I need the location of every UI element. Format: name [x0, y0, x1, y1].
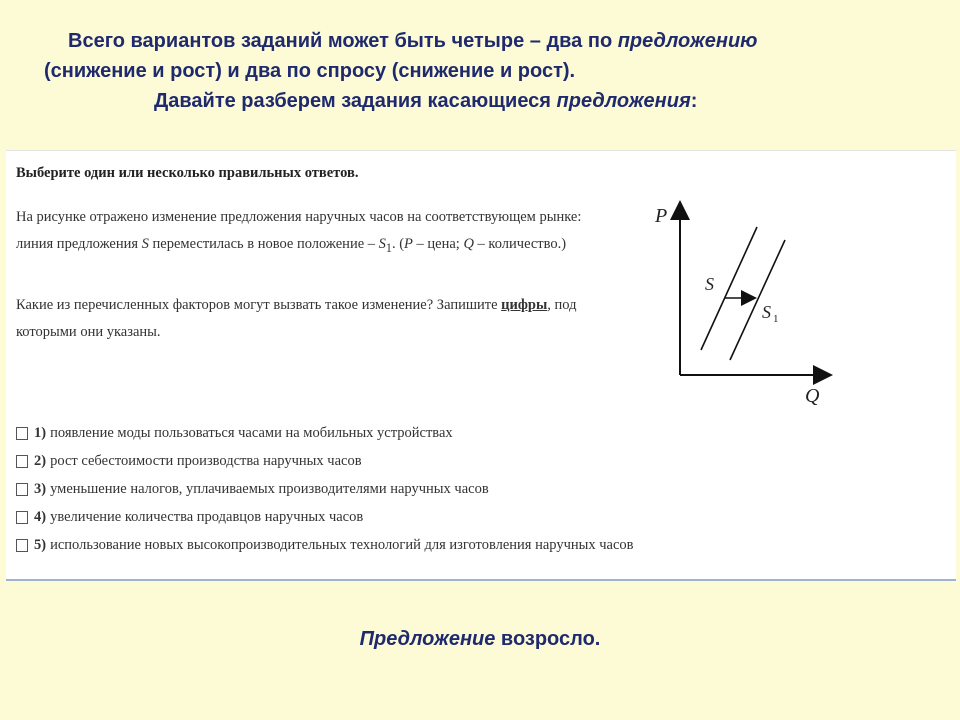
p2-s1-sub: 1 [385, 240, 392, 255]
option-2[interactable] [16, 453, 362, 470]
option-text: увеличение количества продавцов наручных часов [50, 509, 364, 525]
p3-underlined: цифры [501, 297, 548, 313]
header-line-1-italic: предложению [617, 30, 758, 52]
p2-part-c: . ( [391, 236, 405, 252]
supply-shift-graph [645, 200, 840, 410]
conclusion-text: возросло. [495, 628, 601, 650]
x-axis-label: Q [805, 385, 820, 407]
option-5[interactable] [16, 537, 634, 554]
task-title: Выберите один или несколько правильных ответов. [16, 165, 359, 181]
y-axis-label: P [655, 205, 668, 227]
conclusion [0, 628, 960, 651]
header-line-1-text: Всего вариантов заданий может быть четыре – два по [68, 30, 618, 52]
header-line-2: (снижение и рост) и два по спросу (снижение и рост). [44, 60, 576, 82]
option-number: 4) [34, 509, 47, 525]
header-line-3 [154, 86, 697, 116]
task-paragraph-4: которыми они указаны. [16, 324, 161, 340]
p2-p: P [404, 236, 413, 252]
p2-s1: S [378, 236, 386, 252]
option-4[interactable] [16, 509, 363, 526]
option-text: рост себестоимости производства наручных часов [50, 453, 362, 469]
s1-subscript: 1 [773, 313, 779, 325]
p2-part-a: линия предложения [16, 236, 142, 252]
p2-s: S [141, 236, 149, 252]
task-paragraph-2 [16, 236, 566, 256]
header-line-1 [68, 26, 757, 56]
option-number: 5) [34, 537, 47, 553]
header-line-3-text: Давайте разберем задания касающиеся [154, 90, 557, 112]
s1-label: S [762, 302, 771, 322]
header-line-3-italic: предложения [556, 90, 691, 112]
checkbox[interactable] [16, 539, 28, 552]
option-number: 1) [34, 425, 47, 441]
p2-part-e: – количество.) [473, 236, 567, 252]
p2-q: Q [463, 236, 474, 252]
option-1[interactable] [16, 425, 453, 442]
option-text: появление моды пользоваться часами на мобильных устройствах [50, 425, 453, 441]
s-label: S [705, 274, 714, 294]
p2-part-b: переместилась в новое положение – [148, 236, 379, 252]
checkbox[interactable] [16, 427, 28, 440]
p3-part-a: Какие из перечисленных факторов могут вызвать такое изменение? Запишите [16, 297, 502, 313]
option-number: 2) [34, 453, 47, 469]
header-line-3-end: : [690, 90, 698, 112]
option-text: использование новых высокопроизводительных технологий для изготовления наручных часов [50, 537, 634, 553]
checkbox[interactable] [16, 455, 28, 468]
task-paragraph-1: На рисунке отражено изменение предложения наручных часов на соответствующем рынке: [16, 209, 582, 225]
conclusion-italic: Предложение [359, 628, 496, 650]
checkbox[interactable] [16, 483, 28, 496]
checkbox[interactable] [16, 511, 28, 524]
p2-part-d: – цена; [412, 236, 464, 252]
option-number: 3) [34, 481, 47, 497]
task-paragraph-3 [16, 297, 577, 314]
p3-part-b: , под [547, 297, 577, 313]
option-3[interactable] [16, 481, 489, 498]
option-text: уменьшение налогов, уплачиваемых производителями наручных часов [50, 481, 489, 497]
supply-line-s1 [730, 240, 785, 360]
